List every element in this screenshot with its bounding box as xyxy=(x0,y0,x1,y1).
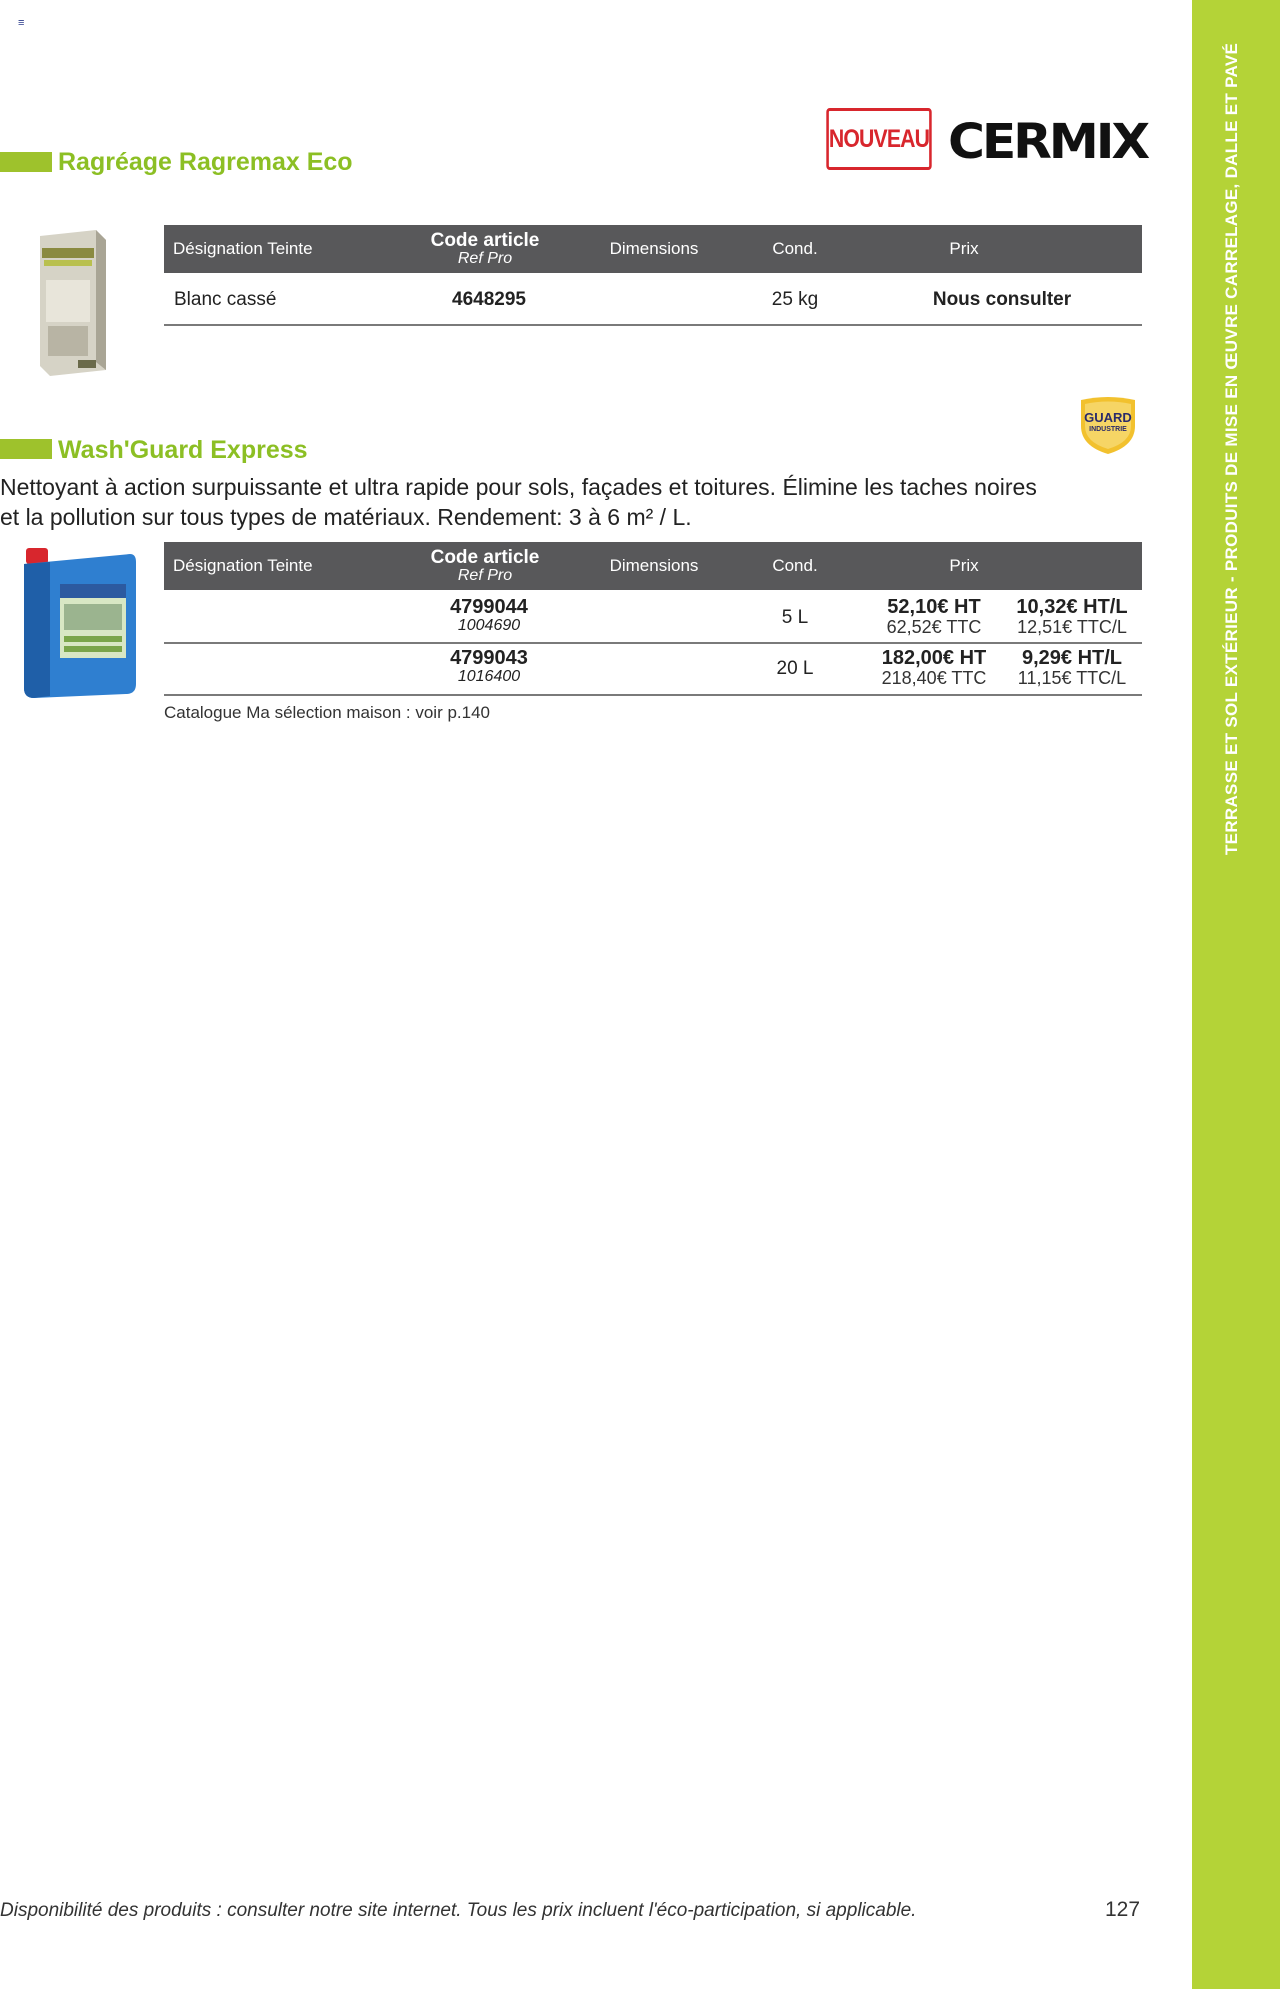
section-marker xyxy=(0,439,52,459)
row-divider xyxy=(164,324,1142,326)
row-cond: 20 L xyxy=(776,658,814,679)
row-designation: Blanc cassé xyxy=(174,289,277,310)
column-header-designation: Désignation Teinte xyxy=(173,239,313,258)
product-bag-image xyxy=(38,230,108,376)
side-band-text: TERRASSE ET SOL EXTÉRIEUR - PRODUITS DE MISE EN ŒUVRE CARRELAGE, DALLE ET PAVÉ xyxy=(1222,42,1241,855)
column-header-dimensions: Dimensions xyxy=(609,239,699,258)
product-jerrycan-image xyxy=(20,544,138,698)
guard-industrie-logo xyxy=(1075,396,1141,456)
row-unit-price: 9,29€ HT/L 11,15€ TTC/L xyxy=(1017,647,1127,688)
page-number: 127 xyxy=(1105,1898,1141,1921)
menu-icon[interactable]: ≡ xyxy=(18,17,25,29)
row-divider xyxy=(164,642,1142,644)
section-title-ragremax: Ragréage Ragremax Eco xyxy=(58,148,353,176)
column-header-code: Code article Ref Pro xyxy=(430,229,540,267)
brand-logo: CERMIX xyxy=(948,114,1148,170)
guard-logo-word: GUARD xyxy=(1084,410,1132,425)
row-divider xyxy=(164,694,1142,696)
column-header-prix: Prix xyxy=(949,239,979,258)
row-code: 4648295 xyxy=(452,289,526,310)
column-header-code: Code article Ref Pro xyxy=(430,546,540,584)
table-header-ragremax xyxy=(164,225,1142,273)
table-header-washguard xyxy=(164,542,1142,590)
row-prix: Nous consulter xyxy=(932,289,1072,310)
column-header-dimensions: Dimensions xyxy=(609,556,699,575)
row-cond: 5 L xyxy=(781,607,809,628)
row-cond: 25 kg xyxy=(771,289,819,310)
row-code: 4799044 1004690 xyxy=(450,596,528,634)
catalogue-note: Catalogue Ma sélection maison : voir p.140 xyxy=(164,703,491,722)
guard-logo-subword: INDUSTRIE xyxy=(1089,426,1127,433)
column-header-prix: Prix xyxy=(949,556,979,575)
footer-disclaimer: Disponibilité des produits : consulter notre site internet. Tous les prix incluent l'éco-participation, si applicable. xyxy=(0,1900,917,1921)
column-header-designation: Désignation Teinte xyxy=(173,556,313,575)
row-code: 4799043 1016400 xyxy=(450,647,528,685)
product-description: Nettoyant à action surpuissante et ultra rapide pour sols, façades et toitures. Élimine les taches noires et la pollution sur tous types de matériaux. Rendement: 3 à 6 m² / L. xyxy=(0,474,1037,530)
row-unit-price: 10,32€ HT/L 12,51€ TTC/L xyxy=(1016,596,1128,637)
section-marker xyxy=(0,152,52,172)
column-header-cond: Cond. xyxy=(772,239,818,258)
new-badge: NOUVEAU xyxy=(826,108,931,170)
column-header-cond: Cond. xyxy=(772,556,818,575)
row-price: 52,10€ HT 62,52€ TTC xyxy=(886,596,982,637)
row-price: 182,00€ HT 218,40€ TTC xyxy=(881,647,987,688)
section-title-washguard: Wash'Guard Express xyxy=(58,436,308,464)
